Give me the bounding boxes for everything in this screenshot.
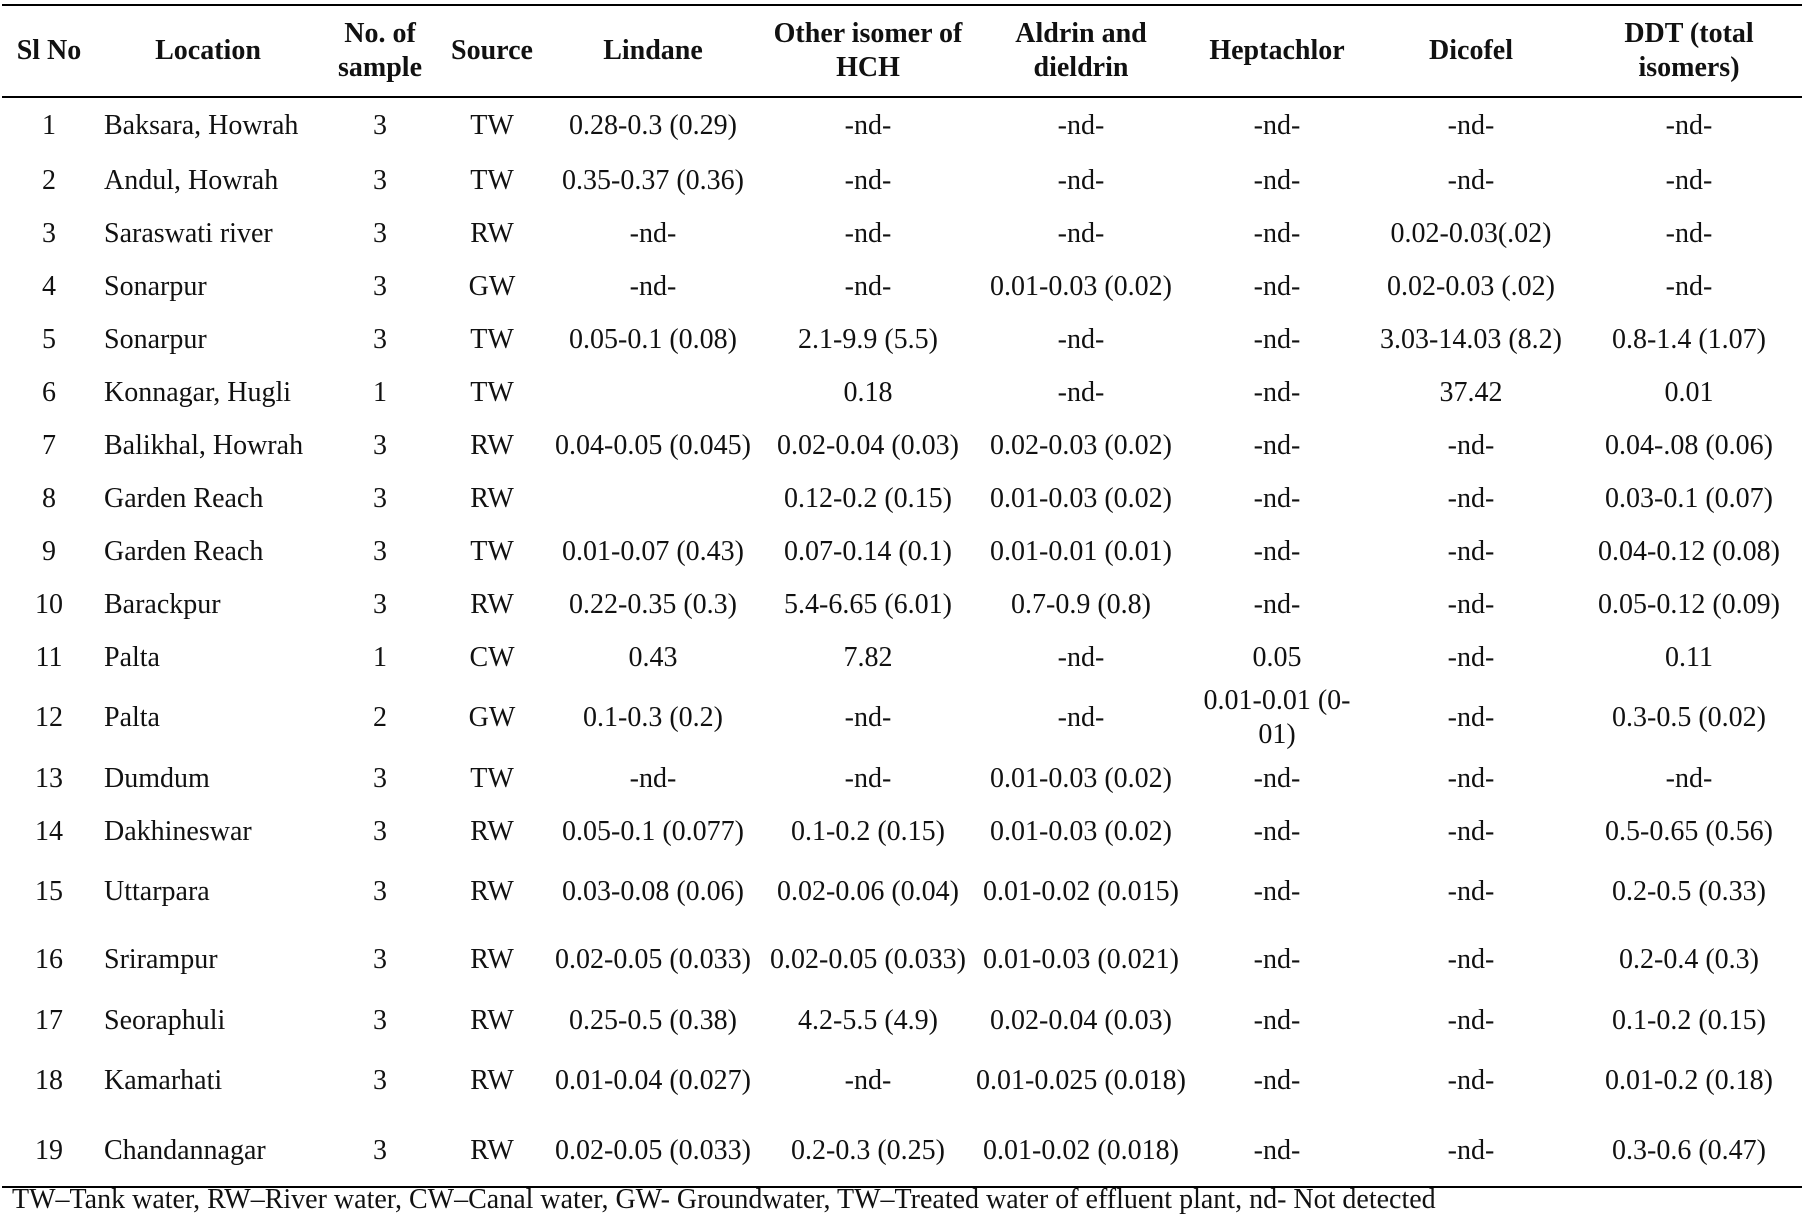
- cell-source: RW: [470, 876, 514, 907]
- cell-no-of-sample: 3: [373, 217, 387, 249]
- cell-other-isomer-hch: 0.12-0.2 (0.15): [784, 482, 952, 514]
- cell-heptachlor: -nd-: [1253, 588, 1301, 620]
- header-location: Location: [96, 5, 320, 97]
- table-row: [2, 97, 1802, 154]
- cell-location: Dumdum: [104, 762, 210, 794]
- header-heptachlor: Heptachlor: [1188, 5, 1366, 97]
- table-row: [2, 631, 1802, 684]
- cell-aldrin-dieldrin: 0.01-0.02 (0.018): [974, 1115, 1188, 1187]
- cell-dicofel: -nd-: [1447, 482, 1495, 514]
- cell-sl-no: 16: [35, 944, 63, 975]
- table-row: [2, 994, 1802, 1047]
- cell-aldrin-dieldrin: -nd-: [1057, 702, 1105, 733]
- cell-ddt: 0.2-0.5 (0.33): [1612, 876, 1766, 907]
- cell-source: RW: [470, 429, 514, 461]
- table-row: [2, 207, 1802, 260]
- cell-dicofel: -nd-: [1447, 876, 1495, 907]
- cell-source: TW: [470, 376, 514, 408]
- cell-no-of-sample: 3: [373, 482, 387, 514]
- cell-heptachlor: -nd-: [1253, 762, 1301, 794]
- cell-source: RW: [470, 944, 514, 975]
- cell-heptachlor: -nd-: [1253, 429, 1301, 461]
- cell-aldrin-dieldrin: 0.01-0.025 (0.018): [976, 1065, 1186, 1096]
- cell-lindane: 0.1-0.3 (0.2): [583, 702, 723, 733]
- cell-ddt: 0.03-0.1 (0.07): [1605, 482, 1773, 514]
- cell-ddt: -nd-: [1665, 762, 1713, 794]
- cell-lindane: 0.05-0.1 (0.077): [562, 815, 744, 847]
- cell-ddt: 0.01: [1664, 376, 1714, 408]
- cell-location: Srirampur: [104, 944, 218, 975]
- cell-heptachlor: -nd-: [1253, 482, 1301, 514]
- header-row: [2, 5, 1802, 97]
- cell-source: RW: [470, 1065, 514, 1096]
- cell-no-of-sample: 3: [373, 270, 387, 302]
- cell-aldrin-dieldrin: -nd-: [1057, 323, 1105, 355]
- cell-aldrin-dieldrin: 0.02-0.04 (0.03): [990, 1004, 1172, 1036]
- cell-source: RW: [470, 482, 514, 514]
- header-aldrin-dieldrin: Aldrin and dieldrin: [974, 5, 1188, 97]
- cell-other-isomer-hch: -nd-: [844, 110, 892, 141]
- cell-lindane: 0.04-0.05 (0.045): [555, 429, 751, 461]
- cell-aldrin-dieldrin: 0.01-0.02 (0.015): [983, 876, 1179, 907]
- cell-heptachlor: -nd-: [1253, 1065, 1301, 1096]
- table-row: [2, 926, 1802, 994]
- cell-aldrin-dieldrin: -nd-: [1057, 376, 1105, 408]
- cell-ddt: 0.3-0.6 (0.47): [1576, 1115, 1802, 1187]
- cell-other-isomer-hch: -nd-: [844, 702, 892, 733]
- cell-aldrin-dieldrin: 0.01-0.03 (0.02): [990, 482, 1172, 514]
- cell-other-isomer-hch: 0.1-0.2 (0.15): [791, 815, 945, 847]
- cell-ddt: 0.8-1.4 (1.07): [1612, 323, 1766, 355]
- cell-no-of-sample: 3: [373, 876, 387, 907]
- table-body: [2, 97, 1802, 1187]
- cell-ddt: 0.05-0.12 (0.09): [1598, 588, 1780, 620]
- table-row: [2, 260, 1802, 313]
- header-source: Source: [440, 5, 544, 97]
- cell-sl-no: 12: [35, 702, 63, 733]
- cell-lindane: 0.02-0.05 (0.033): [555, 944, 751, 975]
- cell-no-of-sample: 3: [373, 944, 387, 975]
- cell-sl-no: 17: [35, 1004, 63, 1036]
- cell-lindane: 0.25-0.5 (0.38): [569, 1004, 737, 1036]
- cell-other-isomer-hch: 5.4-6.65 (6.01): [784, 588, 952, 620]
- cell-heptachlor: -nd-: [1253, 876, 1301, 907]
- cell-aldrin-dieldrin: 0.01-0.03 (0.02): [990, 270, 1172, 302]
- cell-dicofel: -nd-: [1447, 588, 1495, 620]
- cell-aldrin-dieldrin: -nd-: [1057, 110, 1105, 141]
- cell-ddt: 0.3-0.5 (0.02): [1612, 702, 1766, 733]
- cell-dicofel: -nd-: [1447, 1065, 1495, 1096]
- cell-dicofel: 37.42: [1439, 376, 1503, 408]
- cell-sl-no: 10: [35, 588, 63, 620]
- table-row: [2, 752, 1802, 805]
- cell-no-of-sample: 3: [373, 1004, 387, 1036]
- cell-dicofel: -nd-: [1447, 702, 1495, 733]
- cell-heptachlor: -nd-: [1253, 815, 1301, 847]
- cell-lindane: -nd-: [629, 217, 677, 249]
- table-row: [2, 472, 1802, 525]
- cell-source: RW: [470, 815, 514, 847]
- cell-other-isomer-hch: 0.02-0.06 (0.04): [777, 876, 959, 907]
- cell-ddt: -nd-: [1665, 110, 1713, 141]
- header-sl-no: Sl No: [2, 5, 96, 97]
- cell-lindane: 0.22-0.35 (0.3): [569, 588, 737, 620]
- cell-other-isomer-hch: 7.82: [843, 641, 893, 673]
- cell-no-of-sample: 2: [373, 702, 387, 733]
- header-no-of-sample: No. of sample: [320, 5, 440, 97]
- table-row: [2, 684, 1802, 752]
- cell-lindane: 0.03-0.08 (0.06): [562, 876, 744, 907]
- cell-sl-no: 14: [35, 815, 63, 847]
- cell-lindane: -nd-: [629, 270, 677, 302]
- cell-sl-no: 11: [35, 641, 63, 673]
- cell-heptachlor: -nd-: [1253, 944, 1301, 975]
- table-row: [2, 419, 1802, 472]
- cell-other-isomer-hch: 0.07-0.14 (0.1): [784, 535, 952, 567]
- cell-location: Seoraphuli: [104, 1004, 226, 1036]
- cell-heptachlor: -nd-: [1253, 217, 1301, 249]
- cell-no-of-sample: 1: [373, 376, 387, 408]
- cell-dicofel: -nd-: [1447, 641, 1495, 673]
- cell-no-of-sample: 3: [320, 1115, 440, 1187]
- cell-source: GW: [468, 702, 516, 733]
- cell-lindane: [544, 366, 762, 419]
- cell-dicofel: -nd-: [1447, 429, 1495, 461]
- table-row: [2, 1115, 1802, 1187]
- cell-no-of-sample: 3: [373, 429, 387, 461]
- cell-no-of-sample: 3: [373, 535, 387, 567]
- cell-location: Palta: [104, 641, 160, 673]
- cell-aldrin-dieldrin: 0.01-0.03 (0.02): [990, 815, 1172, 847]
- pesticide-residue-table: [2, 4, 1802, 1188]
- cell-source: RW: [440, 1115, 544, 1187]
- table-footnote: TW–Tank water, RW–River water, CW–Canal water, GW- Groundwater, TW–Treated water of effluent plant, nd- Not detected: [12, 1184, 1436, 1215]
- cell-location: Barackpur: [104, 588, 221, 620]
- cell-lindane: 0.05-0.1 (0.08): [569, 323, 737, 355]
- table-row: [2, 858, 1802, 926]
- cell-other-isomer-hch: -nd-: [844, 762, 892, 794]
- cell-other-isomer-hch: -nd-: [844, 1065, 892, 1096]
- cell-location: Chandannagar: [96, 1115, 320, 1187]
- cell-location: Palta: [104, 702, 160, 733]
- table-row: [2, 805, 1802, 858]
- cell-other-isomer-hch: 0.02-0.04 (0.03): [777, 429, 959, 461]
- cell-heptachlor: -nd-: [1253, 323, 1301, 355]
- cell-dicofel: -nd-: [1447, 762, 1495, 794]
- cell-location: Sonarpur: [104, 270, 207, 302]
- cell-sl-no: 1: [42, 110, 56, 141]
- cell-location: Balikhal, Howrah: [104, 429, 304, 461]
- cell-ddt: -nd-: [1665, 270, 1713, 302]
- table-row: [2, 525, 1802, 578]
- cell-heptachlor: -nd-: [1188, 1115, 1366, 1187]
- cell-lindane: 0.28-0.3 (0.29): [569, 110, 737, 141]
- cell-ddt: 0.04-0.12 (0.08): [1598, 535, 1780, 567]
- cell-heptachlor: 0.05: [1252, 641, 1302, 673]
- cell-no-of-sample: 3: [373, 762, 387, 794]
- cell-dicofel: -nd-: [1447, 1004, 1495, 1036]
- cell-sl-no: 4: [42, 270, 56, 302]
- cell-ddt: 0.5-0.65 (0.56): [1605, 815, 1773, 847]
- cell-sl-no: 18: [35, 1065, 63, 1096]
- cell-location: Andul, Howrah: [104, 164, 279, 196]
- cell-aldrin-dieldrin: 0.01-0.01 (0.01): [990, 535, 1172, 567]
- cell-heptachlor: -nd-: [1253, 376, 1301, 408]
- cell-dicofel: -nd-: [1447, 535, 1495, 567]
- cell-sl-no: 3: [42, 217, 56, 249]
- cell-location: Kamarhati: [104, 1065, 223, 1096]
- cell-source: RW: [470, 1004, 514, 1036]
- cell-source: TW: [470, 535, 514, 567]
- cell-heptachlor: -nd-: [1253, 535, 1301, 567]
- cell-dicofel: -nd-: [1366, 1115, 1576, 1187]
- cell-heptachlor: -nd-: [1253, 164, 1301, 196]
- cell-ddt: 0.04-.08 (0.06): [1605, 429, 1773, 461]
- cell-other-isomer-hch: 0.18: [843, 376, 893, 408]
- cell-no-of-sample: 3: [373, 815, 387, 847]
- cell-source: TW: [470, 164, 514, 196]
- cell-lindane: 0.35-0.37 (0.36): [562, 164, 744, 196]
- cell-aldrin-dieldrin: -nd-: [1057, 217, 1105, 249]
- cell-location: Baksara, Howrah: [104, 110, 299, 141]
- cell-heptachlor: 0.01-0.01 (0-01): [1203, 685, 1351, 750]
- cell-sl-no: 19: [2, 1115, 96, 1187]
- cell-heptachlor: -nd-: [1253, 1004, 1301, 1036]
- table-row: [2, 313, 1802, 366]
- table-row: [2, 154, 1802, 207]
- cell-location: Konnagar, Hugli: [104, 376, 292, 408]
- header-dicofel: Dicofel: [1366, 5, 1576, 97]
- cell-aldrin-dieldrin: 0.02-0.03 (0.02): [990, 429, 1172, 461]
- cell-sl-no: 9: [42, 535, 56, 567]
- cell-sl-no: 7: [42, 429, 56, 461]
- cell-dicofel: 0.02-0.03(.02): [1390, 217, 1552, 249]
- cell-other-isomer-hch: 0.02-0.05 (0.033): [770, 944, 966, 975]
- cell-lindane: 0.02-0.05 (0.033): [544, 1115, 762, 1187]
- cell-location: Sonarpur: [104, 323, 207, 355]
- cell-no-of-sample: 3: [373, 164, 387, 196]
- cell-other-isomer-hch: 4.2-5.5 (4.9): [798, 1004, 938, 1036]
- cell-source: TW: [470, 110, 514, 141]
- cell-sl-no: 15: [35, 876, 63, 907]
- cell-heptachlor: -nd-: [1253, 110, 1301, 141]
- table-row: [2, 578, 1802, 631]
- cell-source: CW: [469, 641, 515, 673]
- cell-other-isomer-hch: -nd-: [844, 270, 892, 302]
- cell-no-of-sample: 1: [373, 641, 387, 673]
- cell-ddt: 0.01-0.2 (0.18): [1605, 1065, 1773, 1096]
- header-other-isomer-hch: Other isomer of HCH: [762, 5, 974, 97]
- cell-lindane: -nd-: [629, 762, 677, 794]
- cell-aldrin-dieldrin: 0.01-0.03 (0.021): [983, 944, 1179, 975]
- cell-location: Saraswati river: [104, 217, 273, 249]
- cell-lindane: [544, 472, 762, 525]
- cell-source: RW: [470, 217, 514, 249]
- cell-aldrin-dieldrin: -nd-: [1057, 641, 1105, 673]
- cell-sl-no: 5: [42, 323, 56, 355]
- cell-source: TW: [470, 762, 514, 794]
- table-row: [2, 1047, 1802, 1115]
- cell-other-isomer-hch: 2.1-9.9 (5.5): [798, 323, 938, 355]
- cell-dicofel: 3.03-14.03 (8.2): [1380, 323, 1562, 355]
- cell-source: RW: [470, 588, 514, 620]
- cell-ddt: -nd-: [1665, 164, 1713, 196]
- cell-dicofel: 0.02-0.03 (.02): [1387, 270, 1555, 302]
- cell-dicofel: -nd-: [1447, 815, 1495, 847]
- cell-aldrin-dieldrin: 0.01-0.03 (0.02): [990, 762, 1172, 794]
- cell-location: Garden Reach: [104, 482, 264, 514]
- cell-no-of-sample: 3: [373, 110, 387, 141]
- cell-dicofel: -nd-: [1447, 110, 1495, 141]
- cell-source: GW: [468, 270, 516, 302]
- cell-location: Uttarpara: [104, 876, 210, 907]
- cell-source: TW: [470, 323, 514, 355]
- cell-lindane: 0.01-0.04 (0.027): [555, 1065, 751, 1096]
- cell-location: Garden Reach: [104, 535, 264, 567]
- cell-other-isomer-hch: 0.2-0.3 (0.25): [762, 1115, 974, 1187]
- cell-aldrin-dieldrin: 0.7-0.9 (0.8): [1011, 588, 1151, 620]
- cell-ddt: 0.11: [1665, 641, 1713, 673]
- cell-no-of-sample: 3: [373, 323, 387, 355]
- cell-ddt: 0.1-0.2 (0.15): [1612, 1004, 1766, 1036]
- cell-dicofel: -nd-: [1447, 944, 1495, 975]
- cell-other-isomer-hch: -nd-: [844, 217, 892, 249]
- cell-sl-no: 6: [42, 376, 56, 408]
- cell-sl-no: 2: [42, 164, 56, 196]
- cell-other-isomer-hch: -nd-: [844, 164, 892, 196]
- cell-sl-no: 13: [35, 762, 63, 794]
- cell-lindane: 0.01-0.07 (0.43): [562, 535, 744, 567]
- cell-ddt: -nd-: [1665, 217, 1713, 249]
- cell-dicofel: -nd-: [1447, 164, 1495, 196]
- cell-no-of-sample: 3: [373, 588, 387, 620]
- table-row: [2, 366, 1802, 419]
- cell-ddt: 0.2-0.4 (0.3): [1619, 944, 1759, 975]
- cell-no-of-sample: 3: [373, 1065, 387, 1096]
- cell-location: Dakhineswar: [104, 815, 252, 847]
- cell-heptachlor: -nd-: [1253, 270, 1301, 302]
- cell-lindane: 0.43: [628, 641, 678, 673]
- cell-sl-no: 8: [42, 482, 56, 514]
- cell-aldrin-dieldrin: -nd-: [1057, 164, 1105, 196]
- header-ddt: DDT (total isomers): [1576, 5, 1802, 97]
- header-lindane: Lindane: [544, 5, 762, 97]
